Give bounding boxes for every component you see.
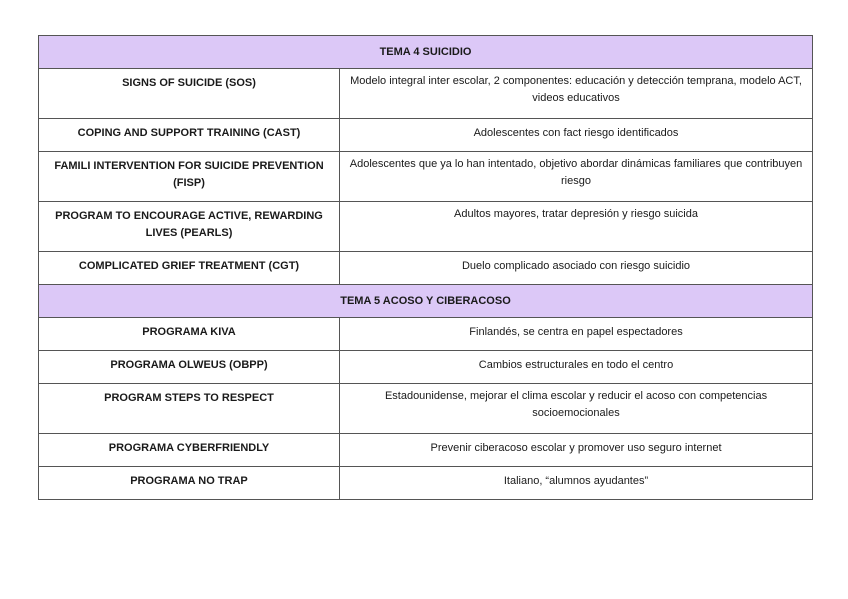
table-row <box>39 384 813 434</box>
program-name: PROGRAMA OLWEUS (OBPP) <box>39 351 340 384</box>
table-row <box>39 434 813 467</box>
table-row <box>39 351 813 384</box>
program-name: FAMILI INTERVENTION FOR SUICIDE PREVENTION (FISP) <box>39 152 340 202</box>
program-name: PROGRAMA NO TRAP <box>39 467 340 500</box>
program-description: Adolescentes que ya lo han intentado, objetivo abordar dinámicas familiares que contribuyen riesgo <box>340 152 813 202</box>
program-name: PROGRAM TO ENCOURAGE ACTIVE, REWARDING LIVES (PEARLS) <box>39 202 340 252</box>
program-description: Cambios estructurales en todo el centro <box>340 351 813 384</box>
program-name: PROGRAMA KIVA <box>39 318 340 351</box>
program-description: Italiano, “alumnos ayudantes” <box>340 467 813 500</box>
program-name: PROGRAM STEPS TO RESPECT <box>39 384 340 434</box>
program-description: Estadounidense, mejorar el clima escolar y reducir el acoso con competencias socioemocionales <box>340 384 813 434</box>
program-name: PROGRAMA CYBERFRIENDLY <box>39 434 340 467</box>
program-name: COMPLICATED GRIEF TREATMENT (CGT) <box>39 252 340 285</box>
table-row <box>39 69 813 119</box>
program-description: Prevenir ciberacoso escolar y promover uso seguro internet <box>340 434 813 467</box>
program-description: Modelo integral inter escolar, 2 componentes: educación y detección temprana, modelo ACT, videos educativos <box>340 69 813 119</box>
table-row <box>39 152 813 202</box>
document-page <box>38 35 812 500</box>
program-description: Adolescentes con fact riesgo identificados <box>340 119 813 152</box>
section-header-row <box>39 285 813 318</box>
section-title: TEMA 5 ACOSO Y CIBERACOSO <box>39 285 813 318</box>
program-description: Duelo complicado asociado con riesgo suicidio <box>340 252 813 285</box>
table-row <box>39 318 813 351</box>
programs-table <box>38 35 813 500</box>
section-header-row <box>39 36 813 69</box>
section-title: TEMA 4 SUICIDIO <box>39 36 813 69</box>
table-row <box>39 467 813 500</box>
program-name: SIGNS OF SUICIDE (SOS) <box>39 69 340 119</box>
table-row <box>39 202 813 252</box>
program-description: Adultos mayores, tratar depresión y riesgo suicida <box>340 202 813 252</box>
program-description: Finlandés, se centra en papel espectadores <box>340 318 813 351</box>
program-name: COPING AND SUPPORT TRAINING (CAST) <box>39 119 340 152</box>
table-row <box>39 119 813 152</box>
table-row <box>39 252 813 285</box>
